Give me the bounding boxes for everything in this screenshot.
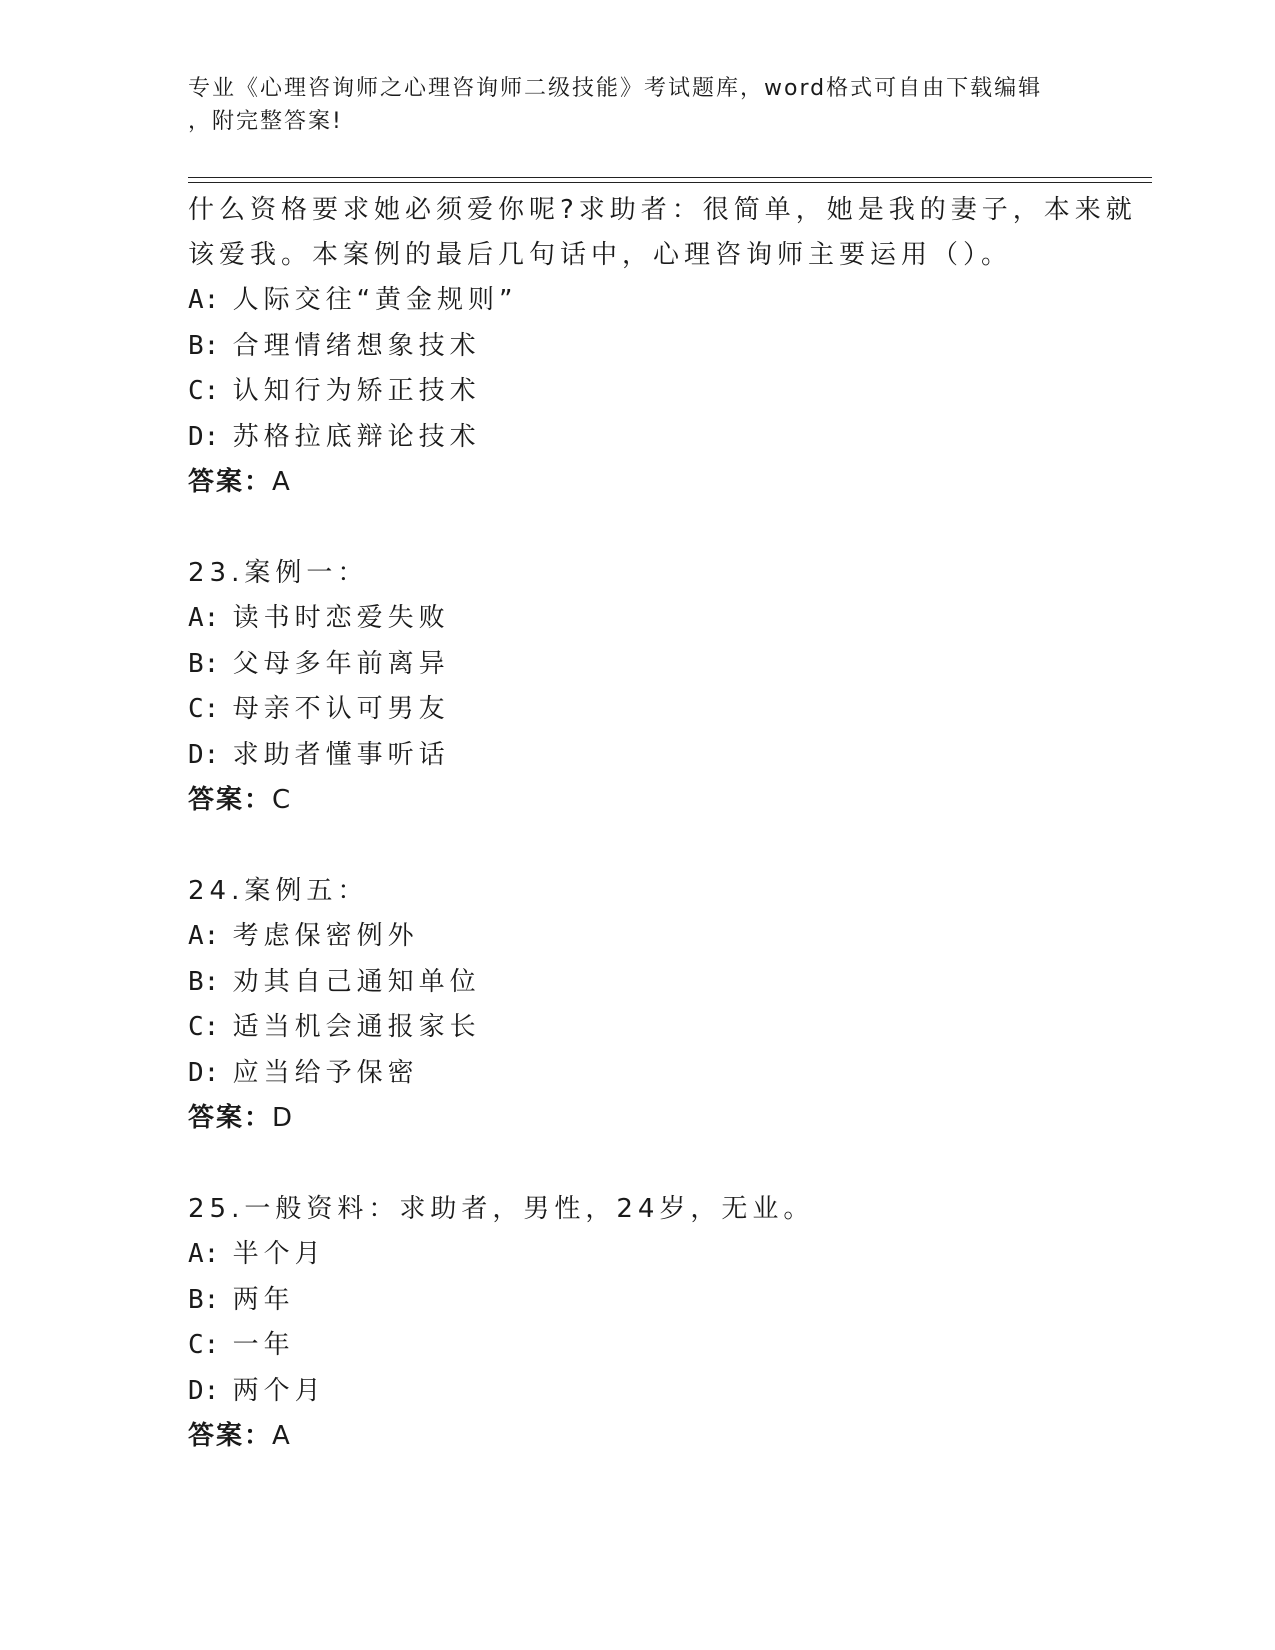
option-key: C: [188,1012,220,1042]
option-text: 考虑保密例外 [232,921,419,951]
option-c [188,687,1088,733]
option-key: C: [188,1330,220,1360]
option-text: 适当机会通报家长 [232,1012,481,1042]
question-stem [188,188,1137,278]
option-key: B: [188,966,220,997]
header-divider-top [188,177,1152,178]
answer-line [188,1414,1088,1460]
option-key: C: [188,694,220,724]
option-text: 父母多年前离异 [232,648,450,679]
option-c [188,369,1088,415]
option-text: 两年 [232,1284,295,1315]
option-text: 认知行为矫正技术 [232,376,481,406]
document-body [188,188,1137,1460]
spacer [188,506,1088,551]
option-c [188,1323,1088,1369]
answer-label: 答案： [188,785,273,815]
option-key: D: [188,739,220,770]
answer-label: 答案： [188,467,273,497]
option-key: A: [188,921,220,951]
option-d [188,733,1088,779]
option-text: 半个月 [232,1239,326,1269]
answer-value: C [272,785,292,815]
option-text: 求助者懂事听话 [232,739,450,770]
header-line-1: 专业《心理咨询师之心理咨询师二级技能》考试题库，word格式可自由下载编辑 [188,76,1043,101]
answer-value: D [272,1103,294,1133]
document-header [188,72,1068,138]
option-key: A: [188,603,220,633]
header-divider-bottom [188,182,1152,183]
answer-line [188,1096,1088,1142]
question-title: 25.一般资料：求助者，男性，24岁，无业。 [188,1193,815,1224]
option-key: B: [188,1284,220,1315]
answer-line [188,460,1088,506]
option-text: 人际交往“黄金规则” [232,285,518,315]
option-key: D: [188,421,220,452]
question-23 [188,551,1088,824]
option-key: A: [188,1239,220,1269]
question-25 [188,1187,1088,1460]
answer-value: A [272,1421,291,1451]
stem-line-2: 该爱我。本案例的最后几句话中，心理咨询师主要运用（）。 [188,240,1013,270]
option-d [188,1051,1088,1097]
stem-line-1: 什么资格要求她必须爱你呢?求助者：很简单，她是我的妻子，本来就 [188,195,1137,225]
option-b [188,324,1088,370]
option-text: 劝其自己通知单位 [232,966,481,997]
option-key: B: [188,330,220,361]
option-text: 应当给予保密 [232,1057,419,1088]
answer-value: A [272,467,291,497]
option-text: 苏格拉底辩论技术 [232,421,481,452]
option-text: 一年 [232,1330,295,1360]
option-b [188,1278,1088,1324]
question-title: 23.案例一： [188,557,369,588]
option-a [188,278,1088,324]
option-b [188,960,1088,1006]
spacer [188,1142,1088,1187]
spacer [188,824,1088,869]
option-d [188,415,1088,461]
option-key: D: [188,1057,220,1088]
option-key: D: [188,1375,220,1406]
option-key: A: [188,285,220,315]
question-24 [188,869,1088,1142]
option-text: 母亲不认可男友 [232,694,450,724]
option-text: 两个月 [232,1375,326,1406]
option-text: 读书时恋爱失败 [232,603,450,633]
option-a [188,914,1088,960]
header-line-2: ，附完整答案! [188,109,343,134]
answer-label: 答案： [188,1103,273,1133]
option-a [188,1232,1088,1278]
option-d [188,1369,1088,1415]
option-a [188,596,1088,642]
question-22-continued [188,188,1137,506]
option-key: B: [188,648,220,679]
option-c [188,1005,1088,1051]
option-key: C: [188,376,220,406]
answer-line [188,778,1088,824]
answer-label: 答案： [188,1421,273,1451]
question-title: 24.案例五： [188,875,369,906]
option-text: 合理情绪想象技术 [232,330,481,361]
option-b [188,642,1088,688]
